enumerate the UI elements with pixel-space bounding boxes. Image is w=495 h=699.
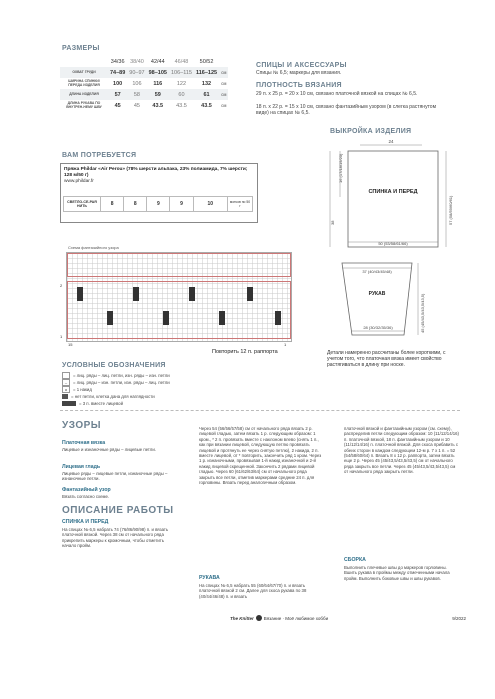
- repeat-label: Повторить 12 п. раппорта: [212, 349, 278, 355]
- legend-item: [62, 386, 292, 393]
- pattern-2-text: Лицевые ряды – лицевые петли, изнаночные ряды – изнаночные петли.: [62, 471, 168, 482]
- amount-unit: мотков по 50 г: [228, 197, 253, 212]
- sleeve-length: 45 (45/43,5/43,5/43,5): [420, 293, 425, 333]
- size-value: 45: [133, 102, 140, 109]
- size-value: 116: [153, 80, 163, 87]
- legend-item: [62, 400, 292, 407]
- needles-title: СПИЦЫ И АКСЕССУАРЫ: [256, 62, 347, 69]
- size-header: 34/36: [110, 58, 125, 65]
- stitch-block: [275, 311, 281, 325]
- pattern-3-title: Фантазийный узор: [62, 487, 111, 493]
- row-number: 2: [60, 283, 63, 288]
- divider: [60, 410, 460, 411]
- stitch-block: [247, 287, 253, 301]
- legend-list: [62, 372, 292, 407]
- sizes-table: [60, 56, 250, 111]
- size-value: 98–105: [147, 67, 169, 78]
- chart-caption: Схема фантазийного узора: [68, 245, 119, 250]
- no-stitch-symbol: [62, 394, 68, 399]
- size-header: 50/52: [199, 58, 214, 65]
- section-back-front-text: На спицах № 6,5 набрать 74 (76/86/90/98) п. и вязать платочной вязкой. Через 38 см от начального ряда прикрепить маркеры к кромочным, чтобы отметить начало пройм.: [62, 527, 169, 549]
- unit: см: [219, 67, 228, 78]
- unit: см: [219, 89, 228, 100]
- legend-text: = нет петли, клетка дана для наглядности: [71, 393, 155, 399]
- size-value: 58: [127, 89, 146, 100]
- bottom-width: 50 (53/58/61/66): [378, 241, 408, 246]
- size-value: 106–115: [169, 67, 194, 78]
- legend-item: [62, 393, 292, 400]
- materials-box: [60, 163, 258, 223]
- needles-text: Спицы № 6,5; маркеры для вязания.: [256, 70, 342, 76]
- legend-title: УСЛОВНЫЕ ОБОЗНАЧЕНИЯ: [62, 362, 166, 369]
- gauge-title: ПЛОТНОСТЬ ВЯЗАНИЯ: [256, 82, 342, 89]
- legend-text: = 3 п. вместе лицевой: [79, 400, 123, 406]
- legend-text: = лиц. ряды – лиц. петли, изн. ряды – изн. петли: [73, 372, 170, 378]
- amount: 8: [101, 197, 124, 212]
- column-2-text: Через 54 (56/56/57/58) см от начального ряда вязать 2 р. лицевой гладью, затем вязать 1 р. следующим образом: 1 кром., * 2 п. провязать вместе с наклоном влево (снять 1 п., как при вязании лицевой, следующую петлю провязать лицевой и протянуть ее через снятую петлю), 2 накида, 2 п. вместе лицевой, от * повторить, закончить ряд 1 кром. Через 1 р. изнаночными, провязывая 1-й накид изнаночной и 2-й накид лицевой скрещенной. Закончить 2 рядами лицевой гладью. Через 60 (61/62/63/64) см от начального ряда закрыть все петли, отметив маркерами средние 24 п. для горловины. Вязать перед аналогичным образом.: [199, 426, 322, 486]
- size-header: 38/40: [130, 58, 144, 65]
- size-value: 43.5: [201, 102, 212, 109]
- yarn-url: www.phildar.fr: [64, 179, 94, 184]
- size-value: 61: [194, 89, 219, 100]
- sizes-title: РАЗМЕРЫ: [62, 45, 100, 52]
- pattern-2-title: Лицевая гладь: [62, 464, 101, 470]
- yarn-over-symbol: o: [62, 386, 70, 393]
- size-header: 46/48: [174, 58, 189, 65]
- pattern-3-text: Вязать согласно схеме.: [62, 494, 110, 499]
- color-label: СВЕТЛО-СЕ-РАЯ НИТЬ: [64, 197, 101, 212]
- stitch-number: 15: [68, 342, 73, 347]
- body-label: СПИНКА И ПЕРЕД: [368, 189, 418, 195]
- stitch-number: 1: [284, 342, 287, 347]
- amount: 8: [124, 197, 147, 212]
- side-left: 16 (17/18/19/20): [338, 153, 343, 183]
- sleeve-label: РУКАВ: [368, 291, 386, 297]
- size-value: 116–125: [194, 67, 219, 78]
- amount: 9: [170, 197, 193, 212]
- row-label: ДЛИНА ИЗДЕЛИЯ: [60, 89, 108, 100]
- knit-symbol: [62, 372, 70, 379]
- footer-logo-icon: [256, 615, 262, 621]
- footer: [230, 615, 466, 621]
- size-value: 57: [108, 89, 127, 100]
- size-header: 42/44: [150, 58, 165, 65]
- size-value: 106: [132, 80, 142, 87]
- stitch-block: [163, 311, 169, 325]
- knitting-chart: [66, 252, 292, 342]
- amount: 9: [147, 197, 170, 212]
- size-value: 45: [114, 102, 121, 109]
- legend-text: = 1 накид: [73, 386, 92, 392]
- section-sleeves-text: На спицах № 6,5 набрать 55 (60/64/67/70) п. и вязать платочной вязкой 2 см. Далее для скоса рукава по 38 (40/44/46/48) п. и вязать: [199, 583, 307, 599]
- stitch-block: [219, 311, 225, 325]
- legend-text: = лиц. ряды – изн. петли, изн. ряды – лиц. петли: [73, 379, 170, 385]
- size-value: 60: [169, 89, 194, 100]
- row-label: ОХВАТ ГРУДИ: [60, 67, 108, 78]
- size-value: 100: [113, 80, 123, 87]
- size-value: 132: [201, 80, 212, 87]
- footer-issue: 9/2022: [452, 615, 466, 621]
- gauge-text-2: 18 п. x 22 р. = 15 x 10 см, связано фантазийным узором (в слегка растянутом виде) на спицах № 6,5.: [256, 104, 437, 116]
- pattern-1-text: Лицевые и изнаночные ряды – лицевые петли.: [62, 447, 156, 452]
- materials-title: ВАМ ПОТРЕБУЕТСЯ: [62, 152, 137, 159]
- unit: см: [221, 81, 227, 86]
- footer-tagline: Вязание · Моё любимое хобби: [263, 615, 329, 621]
- stitch-block: [107, 311, 113, 325]
- unit: см: [221, 103, 227, 108]
- size-value: 43.5: [176, 102, 187, 109]
- section-assembly-title: СБОРКА: [344, 557, 366, 563]
- row-label: ДЛИНА РУКАВА ПО ВНУТРЕН-НЕМУ ШВУ: [66, 100, 102, 109]
- section-assembly-text: Выполнить плечевые швы до маркеров горловины. Вшить рукава в проймы между отмеченными начала пройм. Выполнить боковые швы и швы рукавов.: [344, 565, 450, 581]
- body-shape: [348, 151, 438, 247]
- purl-symbol: –: [62, 379, 70, 386]
- size-value: 43.5: [152, 102, 164, 109]
- stitch-block: [189, 287, 195, 301]
- amount: 10: [193, 197, 227, 212]
- section-back-front-title: СПИНКА И ПЕРЕД: [62, 519, 109, 525]
- gauge-text-1: 29 п. x 25 р. = 20 x 10 см, связано платочной вязкой на спицах № 6,5.: [256, 91, 418, 97]
- legend-item: [62, 372, 292, 379]
- yarn-table: [63, 196, 253, 212]
- stitch-block: [133, 287, 139, 301]
- size-value: 90–97: [127, 67, 146, 78]
- description-title: ОПИСАНИЕ РАБОТЫ: [62, 505, 174, 516]
- row-number: 1: [60, 334, 63, 339]
- side-right: 57 (58/59/60/61): [448, 195, 453, 225]
- legend-item: [62, 379, 292, 386]
- repeat-box: [67, 281, 291, 339]
- stitch-block: [77, 287, 83, 301]
- yarn-description: Пряжа Phildar «Air Perou» (78% шерсти альпака, 23% полиамида, 7% шерсти; 128 м/50 г): [64, 167, 248, 178]
- column-3-text: платочной вязкой и фантазийным узором (см. схему), распределив петли следующим образом: 10 (11/12/14/16) п. платочной вязкой, 18 п. фантазийным узором и 10 (11/12/14/16) п. платочной вязкой. Для скоса прибавить с обеих сторон в каждом следующем 12-м р. 7 х 1 п. = 52 (54/58/60/64) п. Вязать 8 х 12 р. раппорта, затем вязать еще 2 р. Через 45 (45/43,5/43,5/43,5) см от начального ряда закрыть все петли. Через 45 (45/43,5/43,5/43,5) см от начального ряда закрыть петли.: [344, 426, 459, 475]
- size-value: 59: [147, 89, 169, 100]
- k3tog-symbol: [62, 401, 76, 406]
- patterns-title: УЗОРЫ: [62, 420, 102, 431]
- pattern-1-title: Платочная вязка: [62, 440, 106, 446]
- note-text: Детали намеренно рассчитаны более короткими, с учетом того, что платочная вязка имеет свойство растягиваться в длину при носке.: [327, 350, 446, 369]
- footer-brand: The Knitter: [230, 615, 254, 621]
- size-value: 122: [176, 80, 187, 87]
- top-width: 24: [388, 139, 394, 144]
- repeat-box: [67, 253, 291, 277]
- size-value: 74–89: [108, 67, 127, 78]
- height-label: 38: [330, 220, 335, 225]
- pattern-schematic: [300, 135, 460, 350]
- sleeve-bottom: 28 (30/32/35/36): [363, 325, 393, 330]
- pattern-title: ВЫКРОЙКА ИЗДЕЛИЯ: [330, 128, 412, 135]
- sleeve-top: 37 (40/43/45/48): [362, 269, 392, 274]
- section-sleeves-title: РУКАВА: [199, 575, 220, 581]
- row-label: ШИРИНА СПИНКИ/ПЕРЕДА ИЗДЕЛИЯ: [68, 78, 100, 87]
